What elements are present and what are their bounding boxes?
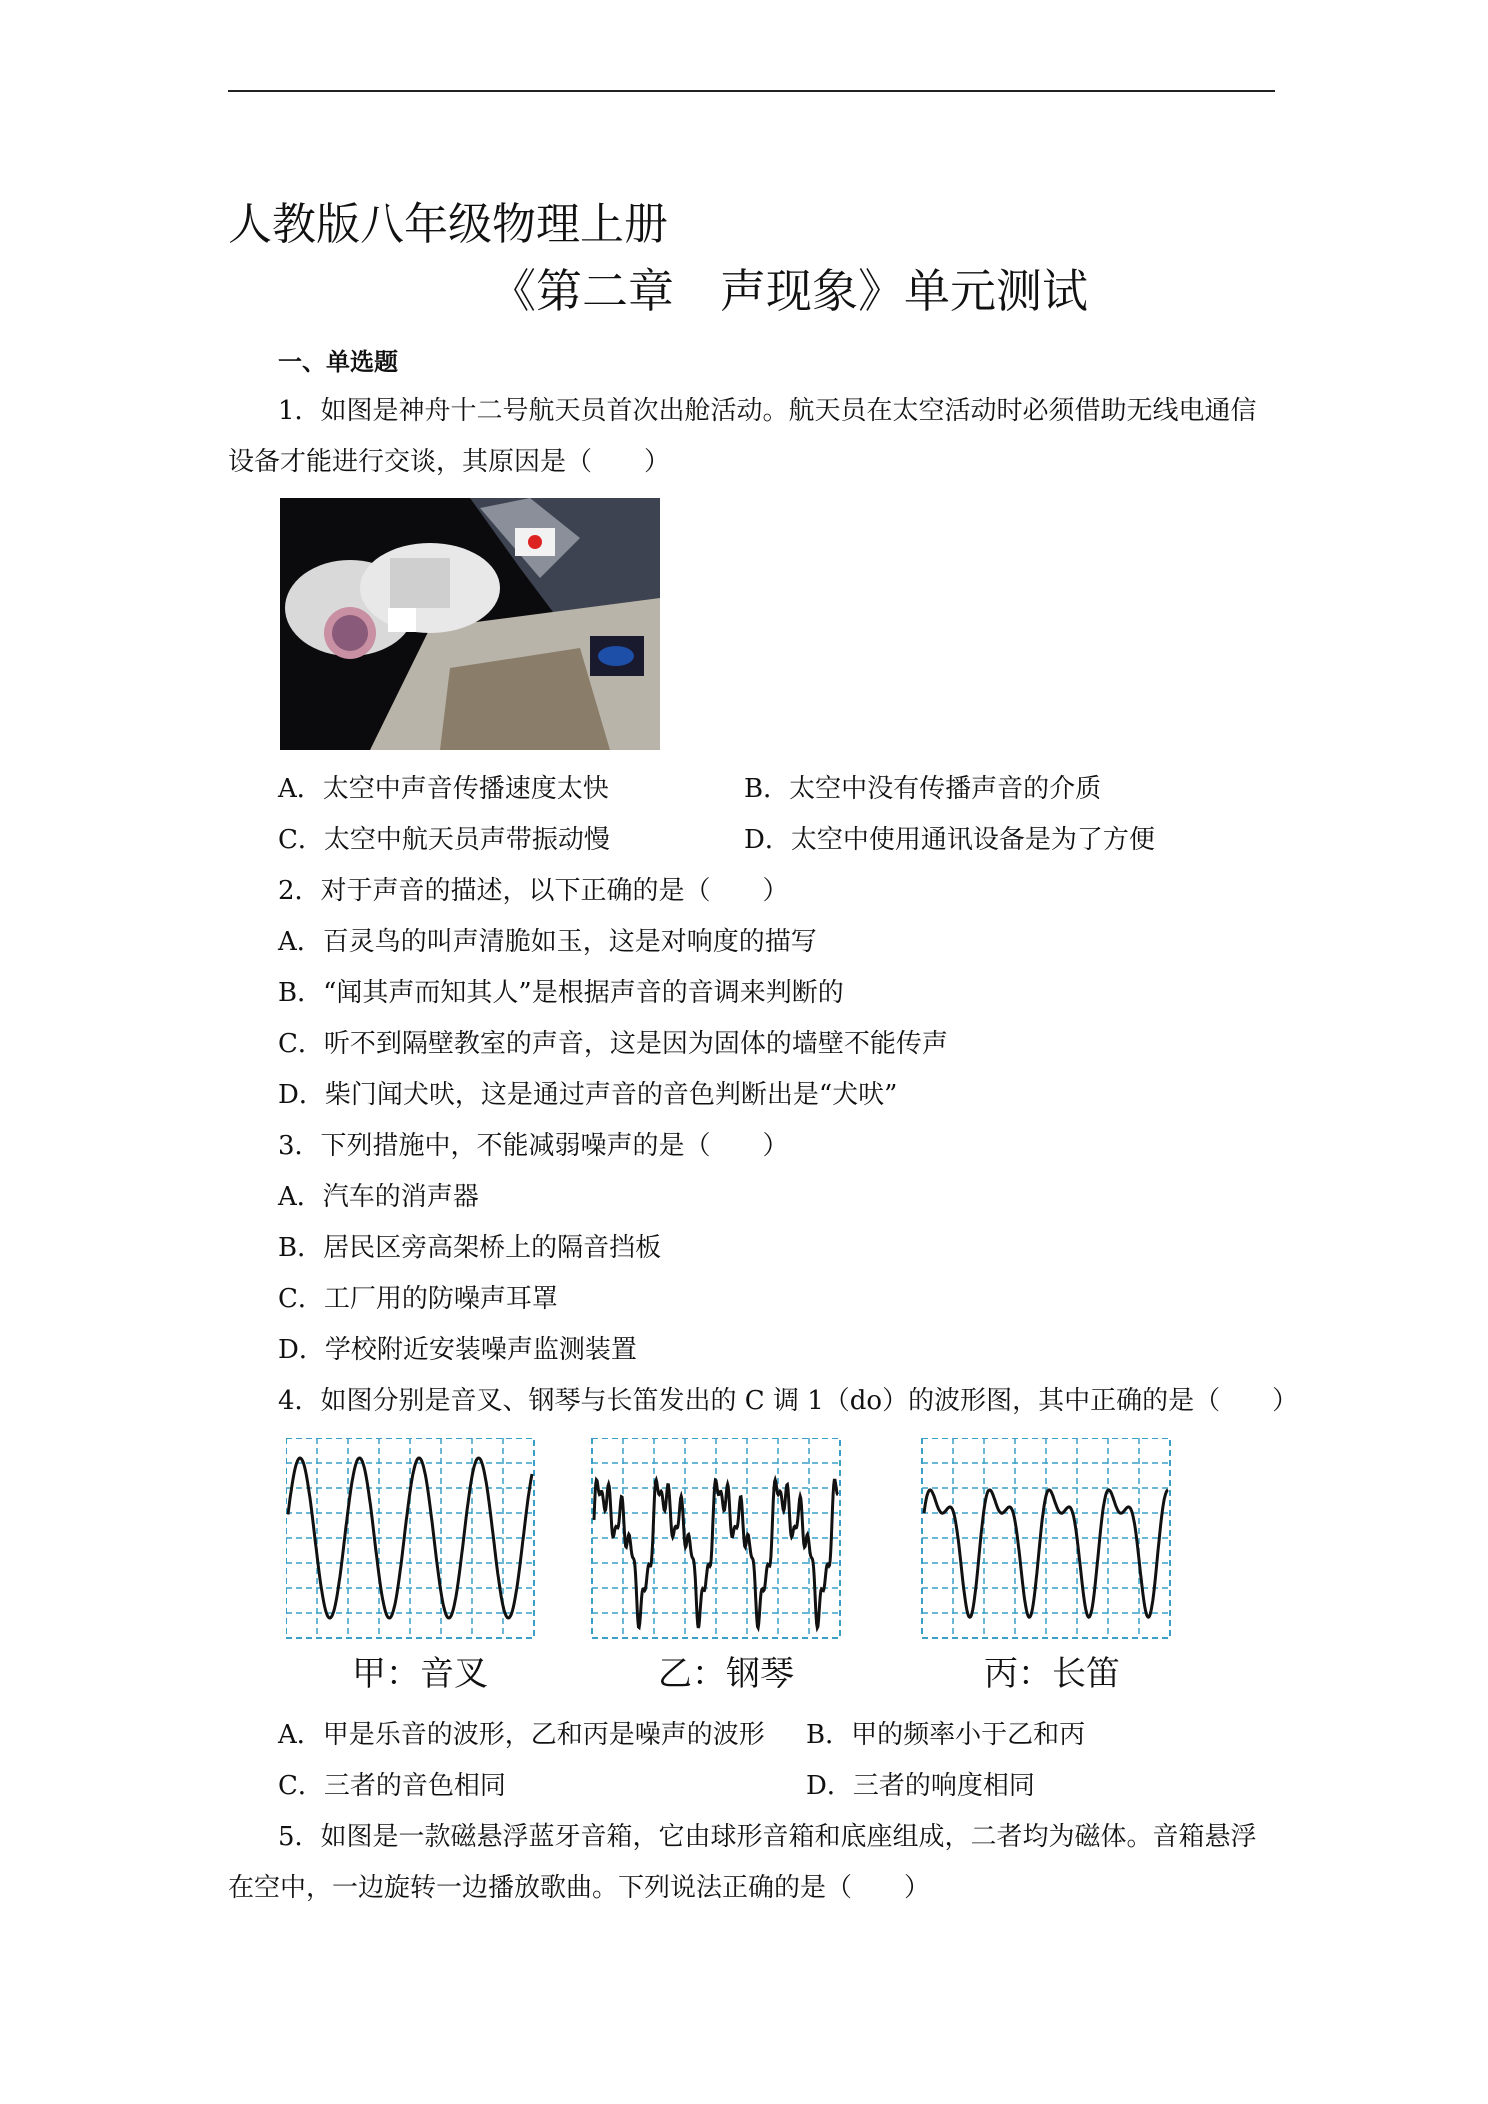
q3-option-c: C．工厂用的防噪声耳罩 xyxy=(278,1284,558,1314)
waveform-caption-piano: 乙：钢琴 xyxy=(658,1654,794,1694)
q3-option-a: A．汽车的消声器 xyxy=(278,1182,479,1212)
section-heading: 一、单选题 xyxy=(278,348,398,376)
waveform-caption-flute: 丙：长笛 xyxy=(984,1654,1120,1694)
q1-option-b: B．太空中没有传播声音的介质 xyxy=(744,774,1102,804)
doc-title-line1: 人教版八年级物理上册 xyxy=(228,199,668,250)
q1-option-d: D．太空中使用通讯设备是为了方便 xyxy=(744,825,1155,855)
q4-option-d: D．三者的响度相同 xyxy=(806,1771,1035,1801)
q4-option-c: C．三者的音色相同 xyxy=(278,1771,506,1801)
q5-stem-line2: 在空中，一边旋转一边播放歌曲。下列说法正确的是（ ） xyxy=(228,1873,931,1903)
q3-option-d: D．学校附近安装噪声监测装置 xyxy=(278,1335,637,1365)
waveform-caption-tuning-fork: 甲：音叉 xyxy=(352,1654,488,1694)
q1-stem-line2: 设备才能进行交谈，其原因是（ ） xyxy=(228,447,671,477)
q4-option-b: B．甲的频率小于乙和丙 xyxy=(806,1720,1086,1750)
q3-option-b: B．居民区旁高架桥上的隔音挡板 xyxy=(278,1233,662,1263)
q5-stem-line1: 5．如图是一款磁悬浮蓝牙音箱，它由球形音箱和底座组成，二者均为磁体。音箱悬浮 xyxy=(278,1822,1257,1852)
q1-option-c: C．太空中航天员声带振动慢 xyxy=(278,825,610,855)
q3-stem: 3．下列措施中，不能减弱噪声的是（ ） xyxy=(278,1131,789,1161)
astronaut-spacewalk-photo xyxy=(280,498,660,750)
q2-option-d: D．柴门闻犬吠，这是通过声音的音色判断出是“犬吠” xyxy=(278,1080,898,1110)
q2-option-b: B．“闻其声而知其人”是根据声音的音调来判断的 xyxy=(278,978,844,1008)
q2-stem: 2．对于声音的描述，以下正确的是（ ） xyxy=(278,876,789,906)
q1-stem-line1: 1．如图是神舟十二号航天员首次出舱活动。航天员在太空活动时必须借助无线电通信 xyxy=(278,396,1257,426)
q2-option-c: C．听不到隔壁教室的声音，这是因为固体的墙壁不能传声 xyxy=(278,1029,948,1059)
doc-title-line2: 《第二章 声现象》单元测试 xyxy=(490,264,1088,318)
q2-option-a: A．百灵鸟的叫声清脆如玉，这是对响度的描写 xyxy=(278,927,817,957)
waveform-grid-tuning-fork xyxy=(286,1438,534,1638)
q4-stem: 4．如图分别是音叉、钢琴与长笛发出的 C 调 1（do）的波形图，其中正确的是（ ） xyxy=(278,1386,1299,1416)
header-rule xyxy=(228,90,1275,92)
waveform-figures xyxy=(286,1438,1186,1672)
q4-option-a: A．甲是乐音的波形，乙和丙是噪声的波形 xyxy=(278,1720,765,1750)
q1-option-a: A．太空中声音传播速度太快 xyxy=(278,774,609,804)
